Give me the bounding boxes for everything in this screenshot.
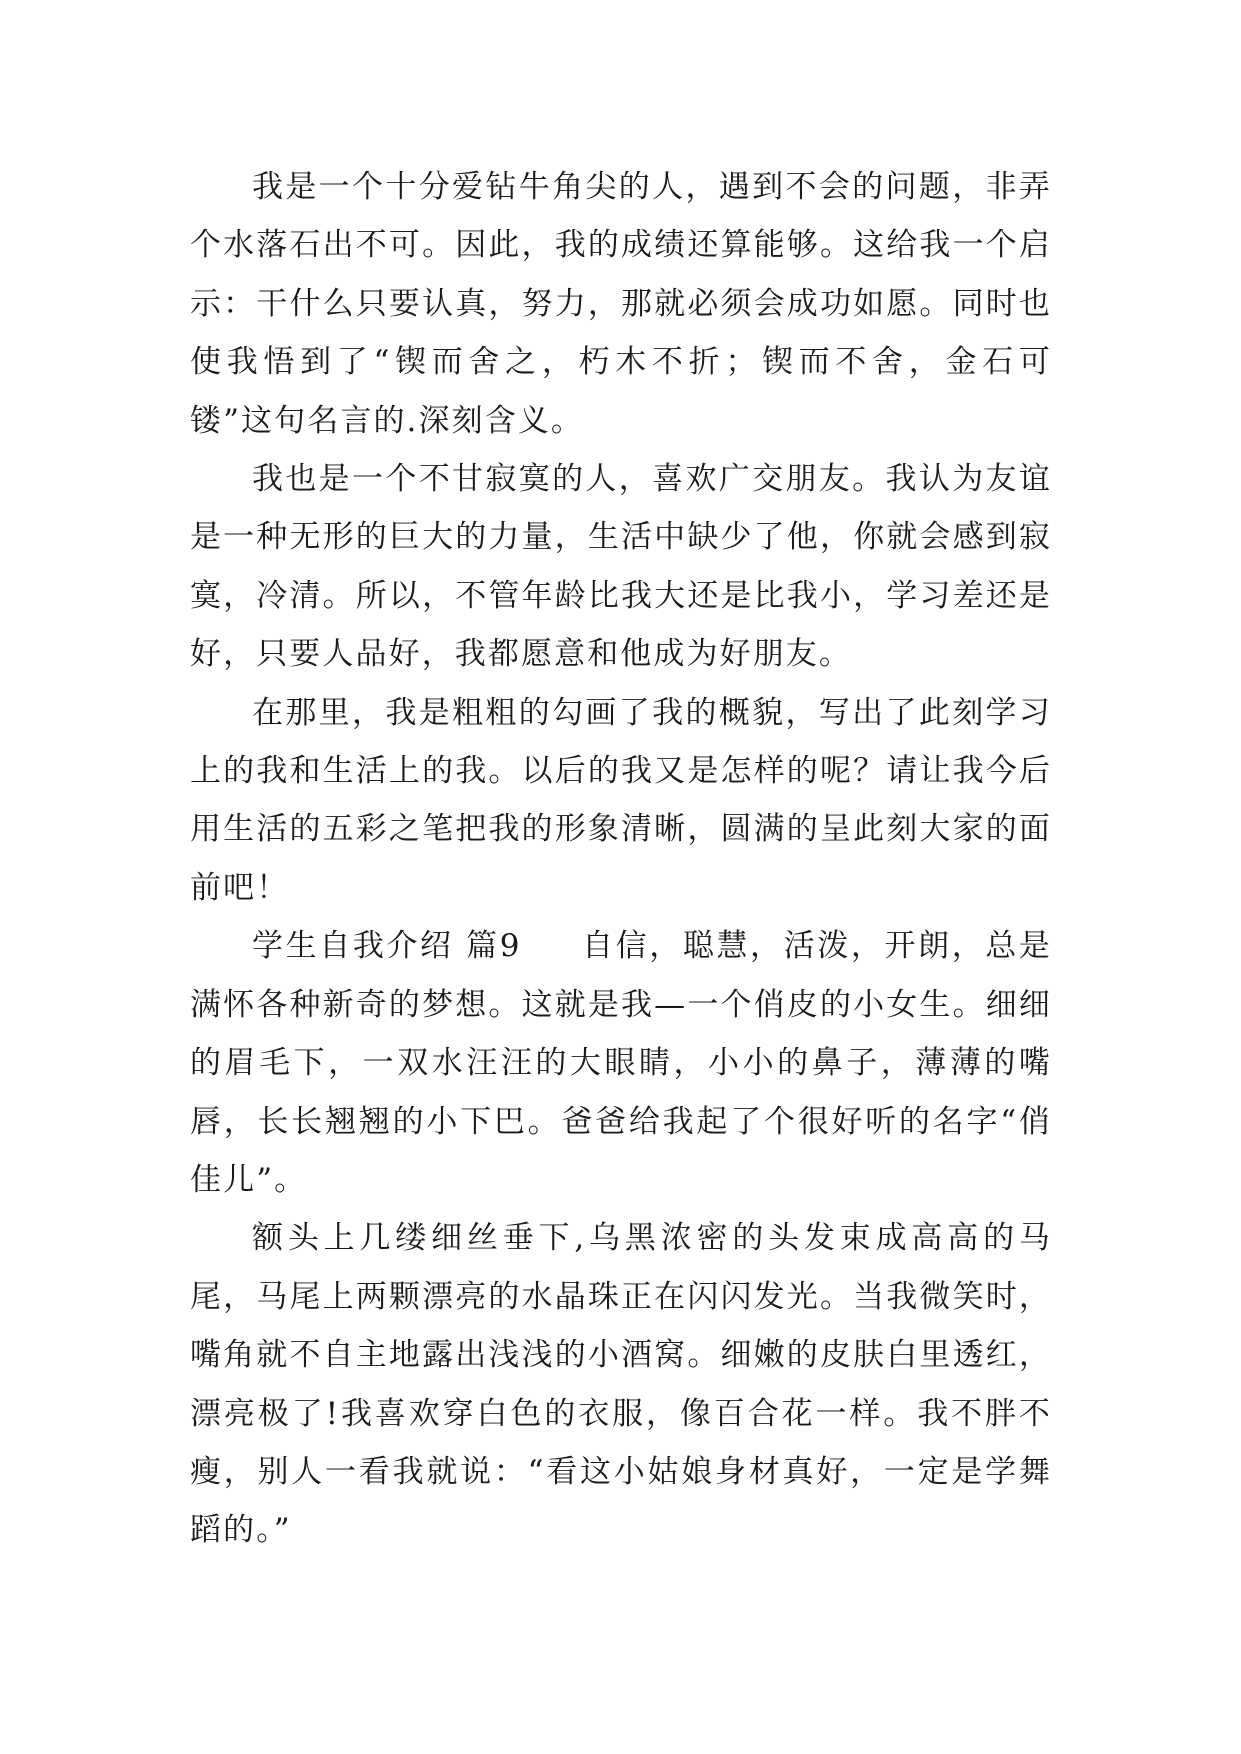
paragraph: 在那里，我是粗粗的勾画了我的概貌，写出了此刻学习上的我和生活上的我。以后的我又是怎样的呢？请让我今后用生活的五彩之笔把我的形象清晰，圆满的呈此刻大家的面前吧！ <box>190 694 1052 906</box>
section-first-text: 自信，聪慧，活泼，开朗，总是满怀各种新奇的梦想。这就是我—一个俏皮的小女生。细细的眉毛下，一双水汪汪的大眼睛，小小的鼻子，薄薄的嘴唇，长长翘翘的小下巴。爸爸给我起了个很好听的名字“俏佳儿”。 <box>190 928 1052 1198</box>
section-heading: 学生自我介绍 篇9 <box>252 928 522 965</box>
document-body <box>190 158 1052 1560</box>
paragraph: 额头上几缕细丝垂下,乌黑浓密的头发束成高高的马尾，马尾上两颗漂亮的水晶珠正在闪闪发光。当我微笑时，嘴角就不自主地露出浅浅的小酒窝。细嫩的皮肤白里透红，漂亮极了!我喜欢穿白色的衣服，像百合花一样。我不胖不瘦，别人一看我就说：“看这小姑娘身材真好，一定是学舞蹈的。” <box>190 1220 1052 1549</box>
paragraph: 我是一个十分爱钻牛角尖的人，遇到不会的问题，非弄个水落石出不可。因此，我的成绩还算能够。这给我一个启示：干什么只要认真，努力，那就必须会成功如愿。同时也使我悟到了“锲而舍之，朽木不折；锲而不舍，金石可镂”这句名言的.深刻含义。 <box>190 169 1052 439</box>
paragraph: 我也是一个不甘寂寞的人，喜欢广交朋友。我认为友谊是一种无形的巨大的力量，生活中缺少了他，你就会感到寂寞，冷清。所以，不管年龄比我大还是比我小，学习差还是好，只要人品好，我都愿意和他成为好朋友。 <box>190 461 1052 673</box>
section-paragraph <box>190 917 1052 1209</box>
